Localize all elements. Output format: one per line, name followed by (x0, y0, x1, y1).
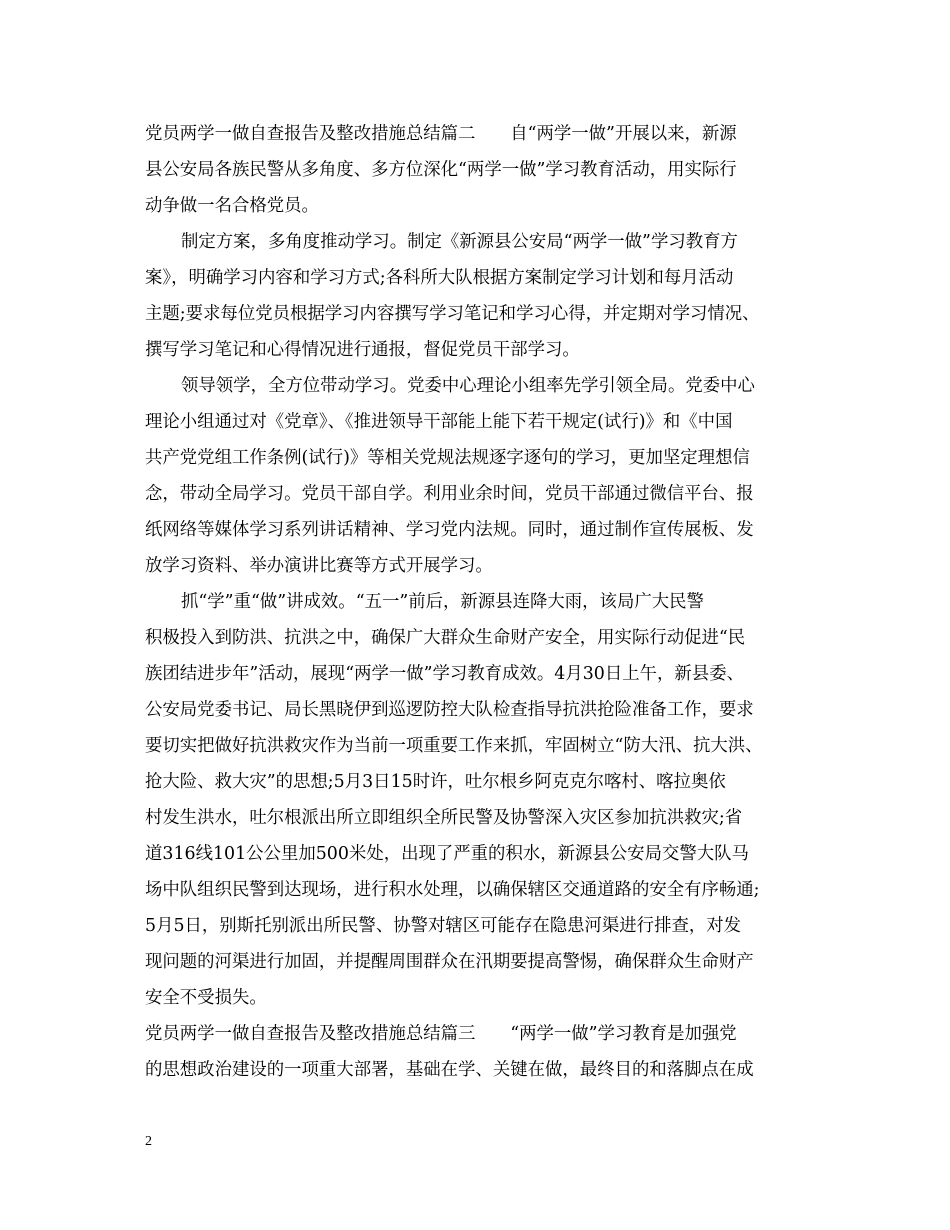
text-line: 县公安局各族民警从多角度、多方位深化“两学一做”学习教育活动，用实际行 (145, 160, 737, 180)
text-line: 现问题的河渠进行加固，并提醒周围群众在汛期要提高警惕，确保群众生命财产 (145, 952, 754, 972)
text-line: 公安局党委书记、局长黑晓伊到巡逻防控大队检查指导抗洪抢险准备工作，要求 (145, 700, 754, 720)
text-line: 要切实把做好抗洪救灾作为当前一项重要工作来抓，牢固树立“防大汛、抗大洪、 (145, 736, 763, 756)
text-line: 抢大险、救大灾”的思想;5月3日15时许，吐尔根乡阿克克尔喀村、喀拉奥依 (145, 772, 726, 792)
text-line: 5月5日，别斯托别派出所民警、协警对辖区可能存在隐患河渠进行排查，对发 (145, 916, 742, 936)
text-line: 纸网络等媒体学习系列讲话精神、学习党内法规。同时，通过制作宣传展板、发 (145, 520, 754, 540)
text-line: 主题;要求每位党员根据学习内容撰写学习笔记和学习心得，并定期对学习情况、 (145, 304, 760, 324)
text-line: 场中队组织民警到达现场，进行积水处理，以确保辖区交通道路的安全有序畅通; (145, 880, 760, 900)
text-line: 理论小组通过对《党章》、《推进领导干部能上能下若干规定(试行)》和《中国 (145, 412, 733, 432)
text-line: 族团结进步年”活动，展现“两学一做”学习教育成效。4月30日上午，新县委、 (145, 664, 744, 684)
text-line: 党员两学一做自查报告及整改措施总结篇三 “两学一做”学习教育是加强党 (145, 1024, 737, 1044)
body-text (145, 116, 817, 1088)
text-line: 村发生洪水，吐尔根派出所立即组织全所民警及协警深入灾区参加抗洪救灾;省 (145, 808, 743, 828)
text-line: 道316线101公公里加500米处，出现了严重的积水，新源县公安局交警大队马 (145, 844, 749, 864)
text-line: 的思想政治建设的一项重大部署，基础在学、关键在做，最终目的和落脚点在成 (145, 1060, 754, 1080)
text-line: 放学习资料、举办演讲比赛等方式开展学习。 (145, 556, 493, 576)
text-line: 动争做一名合格党员。 (145, 196, 319, 216)
text-line: 案》，明确学习内容和学习方式;各科所大队根据方案制定学习计划和每月活动 (145, 268, 734, 288)
text-line: 积极投入到防洪、抗洪之中，确保广大群众生命财产安全，用实际行动促进“民 (145, 628, 746, 648)
text-line: 共产党党组工作条例(试行)》等相关党规法规逐字逐句的学习，更加坚定理想信 (145, 448, 750, 468)
text-line: 党员两学一做自查报告及整改措施总结篇二 自“两学一做”开展以来，新源 (145, 124, 737, 144)
text-line: 制定方案，多角度推动学习。制定《新源县公安局“两学一做”学习教育方 (181, 232, 738, 252)
text-line: 抓“学”重“做”讲成效。“五一”前后，新源县连降大雨，该局广大民警 (181, 592, 704, 612)
text-line: 领导领学，全方位带动学习。党委中心理论小组率先学引领全局。党委中心 (181, 376, 755, 396)
text-line: 撰写学习笔记和心得情况进行通报，督促党员干部学习。 (145, 340, 580, 360)
page-number: 2 (145, 1134, 152, 1149)
text-line: 安全不受损失。 (145, 988, 267, 1008)
text-line: 念，带动全局学习。党员干部自学。利用业余时间，党员干部通过微信平台、报 (145, 484, 754, 504)
